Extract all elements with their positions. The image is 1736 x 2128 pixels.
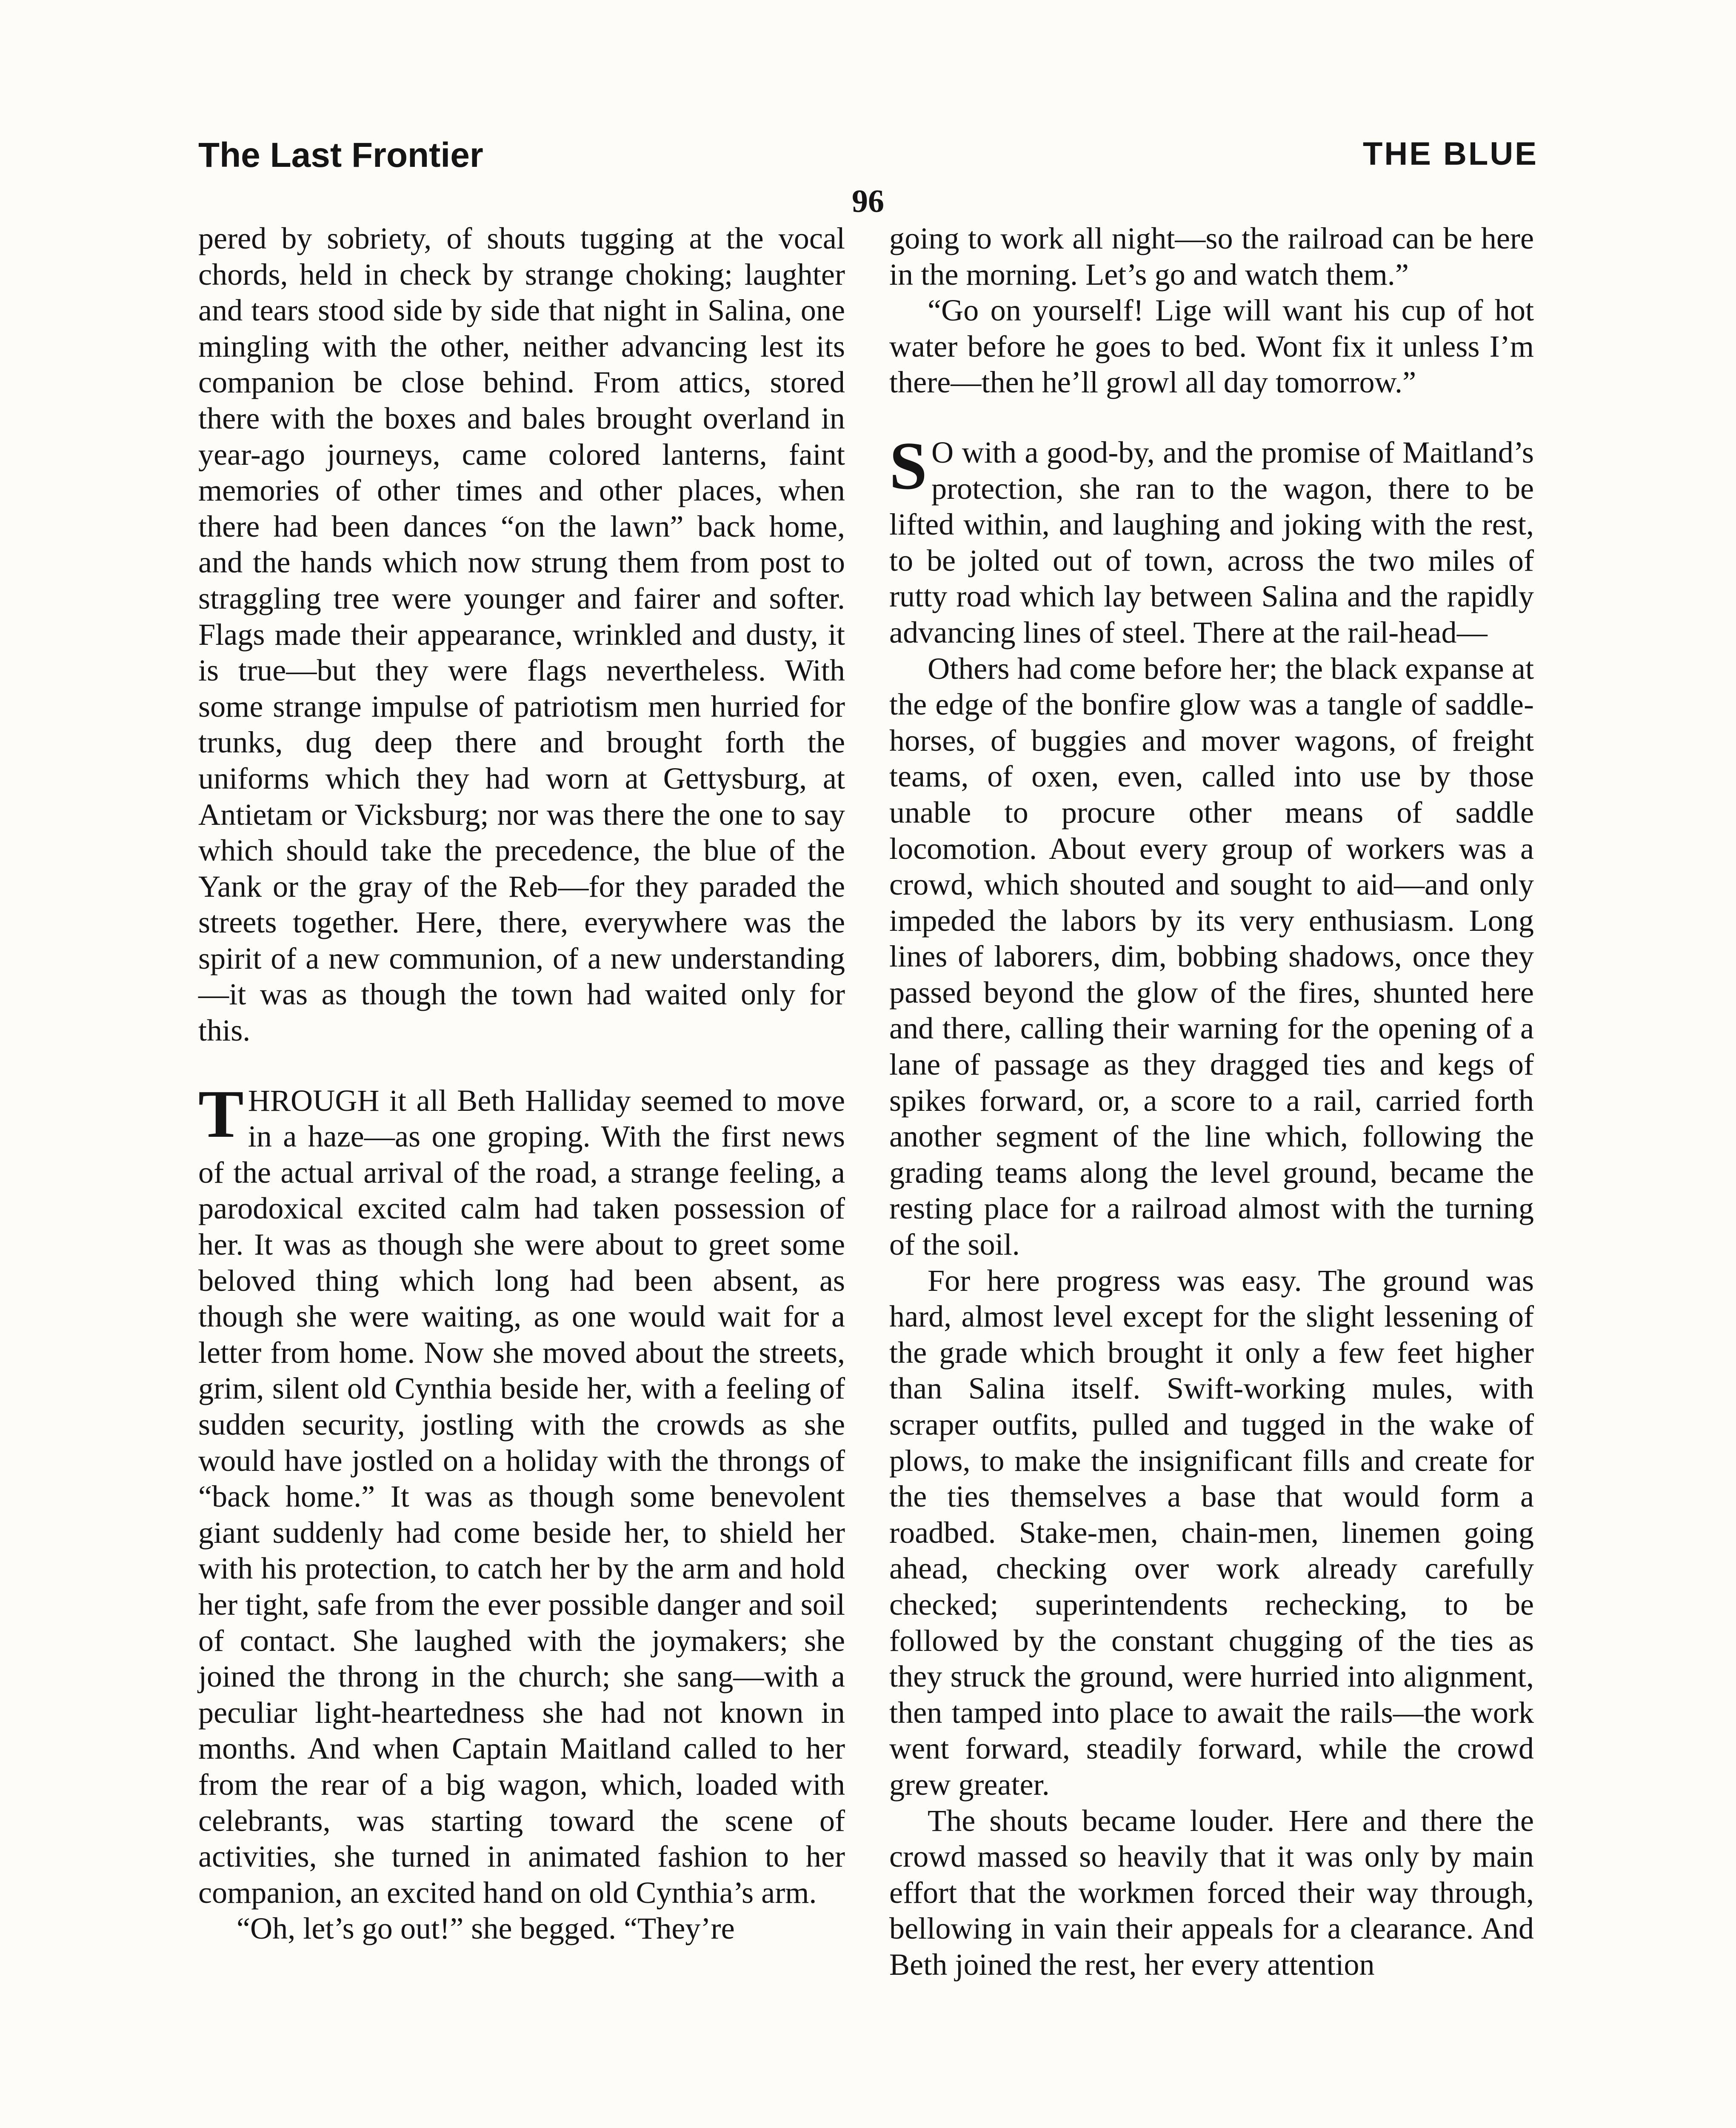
page-header bbox=[198, 135, 1538, 186]
running-title: The Last Frontier bbox=[198, 136, 483, 174]
paragraph-text: O with a good-by, and the promise of Maitland’s protection, she ran to the wagon, there to be lifted within, and laughing and joking with the rest, to be jolted out of town, across the two miles of rutty road which lay between Salina and the rapidly advancing lines of steel. There at the rail-head— bbox=[889, 435, 1534, 649]
paragraph: “Go on yourself! Lige will want his cup of hot water before he goes to bed. Wont fix it unless I’m there—then he’ll growl all day tomorrow.” bbox=[889, 293, 1534, 400]
paragraph-dropcap bbox=[198, 1075, 845, 1911]
paragraph: Others had come before her; the black expanse at the edge of the bonfire glow was a tangle of saddle-horses, of buggies and mover wagons, of freight teams, of oxen, even, called into use by those unable to procure other means of saddle locomotion. About every group of workers was a crowd, which shouted and sought to aid—and only impeded the labors by its very enthusiasm. Long lines of laborers, dim, bobbing shadows, once they passed beyond the glow of the fires, shunted here and there, calling their warning for the opening of a lane of passage as they dragged ties and kegs of spikes forward, or, a score to a rail, carried forth another segment of the line which, following the grading teams along the level ground, became the resting place for a railroad almost with the turning of the soil. bbox=[889, 651, 1534, 1262]
paragraph: pered by sobriety, of shouts tugging at the vocal chords, held in check by strange choking; laughter and tears stood side by side that night in Salina, one mingling with the other, neither advancing lest its companion be close behind. From attics, stored there with the boxes and bales brought overland in year-ago journeys, came colored lanterns, faint memories of other times and other places, when there had been dances “on the lawn” back home, and the hands which now strung them from post to straggling tree were younger and fairer and softer. Flags made their appearance, wrinkled and dusty, it is true—but they were flags nevertheless. With some strange impulse of patriotism men hurried for trunks, dug deep there and brought forth the uniforms which they had worn at Gettysburg, at Antietam or Vicksburg; nor was there the one to say which should take the precedence, the blue of the Yank or the gray of the Reb—for they paraded the streets together. Here, there, everywhere was the spirit of a new communion, of a new understanding—it was as though the town had waited only for this. bbox=[198, 221, 845, 1048]
paragraph: “Oh, let’s go out!” she begged. “They’re bbox=[237, 1911, 735, 1946]
drop-cap: S bbox=[889, 427, 927, 503]
left-column bbox=[198, 220, 845, 1947]
magazine-name: THE BLUE bbox=[1363, 136, 1538, 172]
drop-cap: T bbox=[198, 1075, 244, 1152]
page-number: 96 bbox=[852, 183, 884, 219]
paragraph-dropcap bbox=[889, 427, 1534, 651]
paragraph: going to work all night—so the railroad can be here in the morning. Let’s go and watch them.” bbox=[889, 221, 1534, 292]
paragraph-text: HROUGH it all Beth Halliday seemed to move in a haze—as one groping. With the first news of the actual arrival of the road, a strange feeling, a parodoxical excited calm had taken possession of her. It was as though she were about to greet some beloved thing which long had been absent, as though she were waiting, as one would wait for a letter from home. Now she moved about the streets, grim, silent old Cynthia beside her, with a feeling of sudden security, jostling with the crowds as she would have jostled on a holiday with the throngs of “back home.” It was as though some benevolent giant suddenly had come beside her, to shield her with his protection, to catch her by the arm and hold her tight, safe from the ever possible danger and soil of contact. She laughed with the joymakers; she joined the throng in the church; she sang—with a peculiar light-heartedness she had not known in months. And when Captain Maitland called to her from the rear of a big wagon, which, loaded with celebrants, was starting toward the scene of activities, she turned in animated fashion to her companion, an excited hand on old Cynthia’s arm. bbox=[198, 1083, 845, 1910]
paragraph: For here progress was easy. The ground was hard, almost level except for the slight lessening of the grade which brought it only a few feet higher than Salina itself. Swift-working mules, with scraper outfits, pulled and tugged in the wake of plows, to make the insignificant fills and create for the ties themselves a base that would form a roadbed. Stake-men, chain-men, linemen going ahead, checking over work already carefully checked; superintendents rechecking, to be followed by the constant chugging of the ties as they struck the ground, were hurried into alignment, then tamped into place to await the rails—the work went forward, steadily forward, while the crowd grew greater. bbox=[889, 1263, 1534, 1802]
paragraph: The shouts became louder. Here and there the crowd massed so heavily that it was only by main effort that the workmen forced their way through, bellowing in vain their appeals for a clearance. And Beth joined the rest, her every attention bbox=[889, 1803, 1534, 1982]
right-column bbox=[889, 220, 1534, 1983]
